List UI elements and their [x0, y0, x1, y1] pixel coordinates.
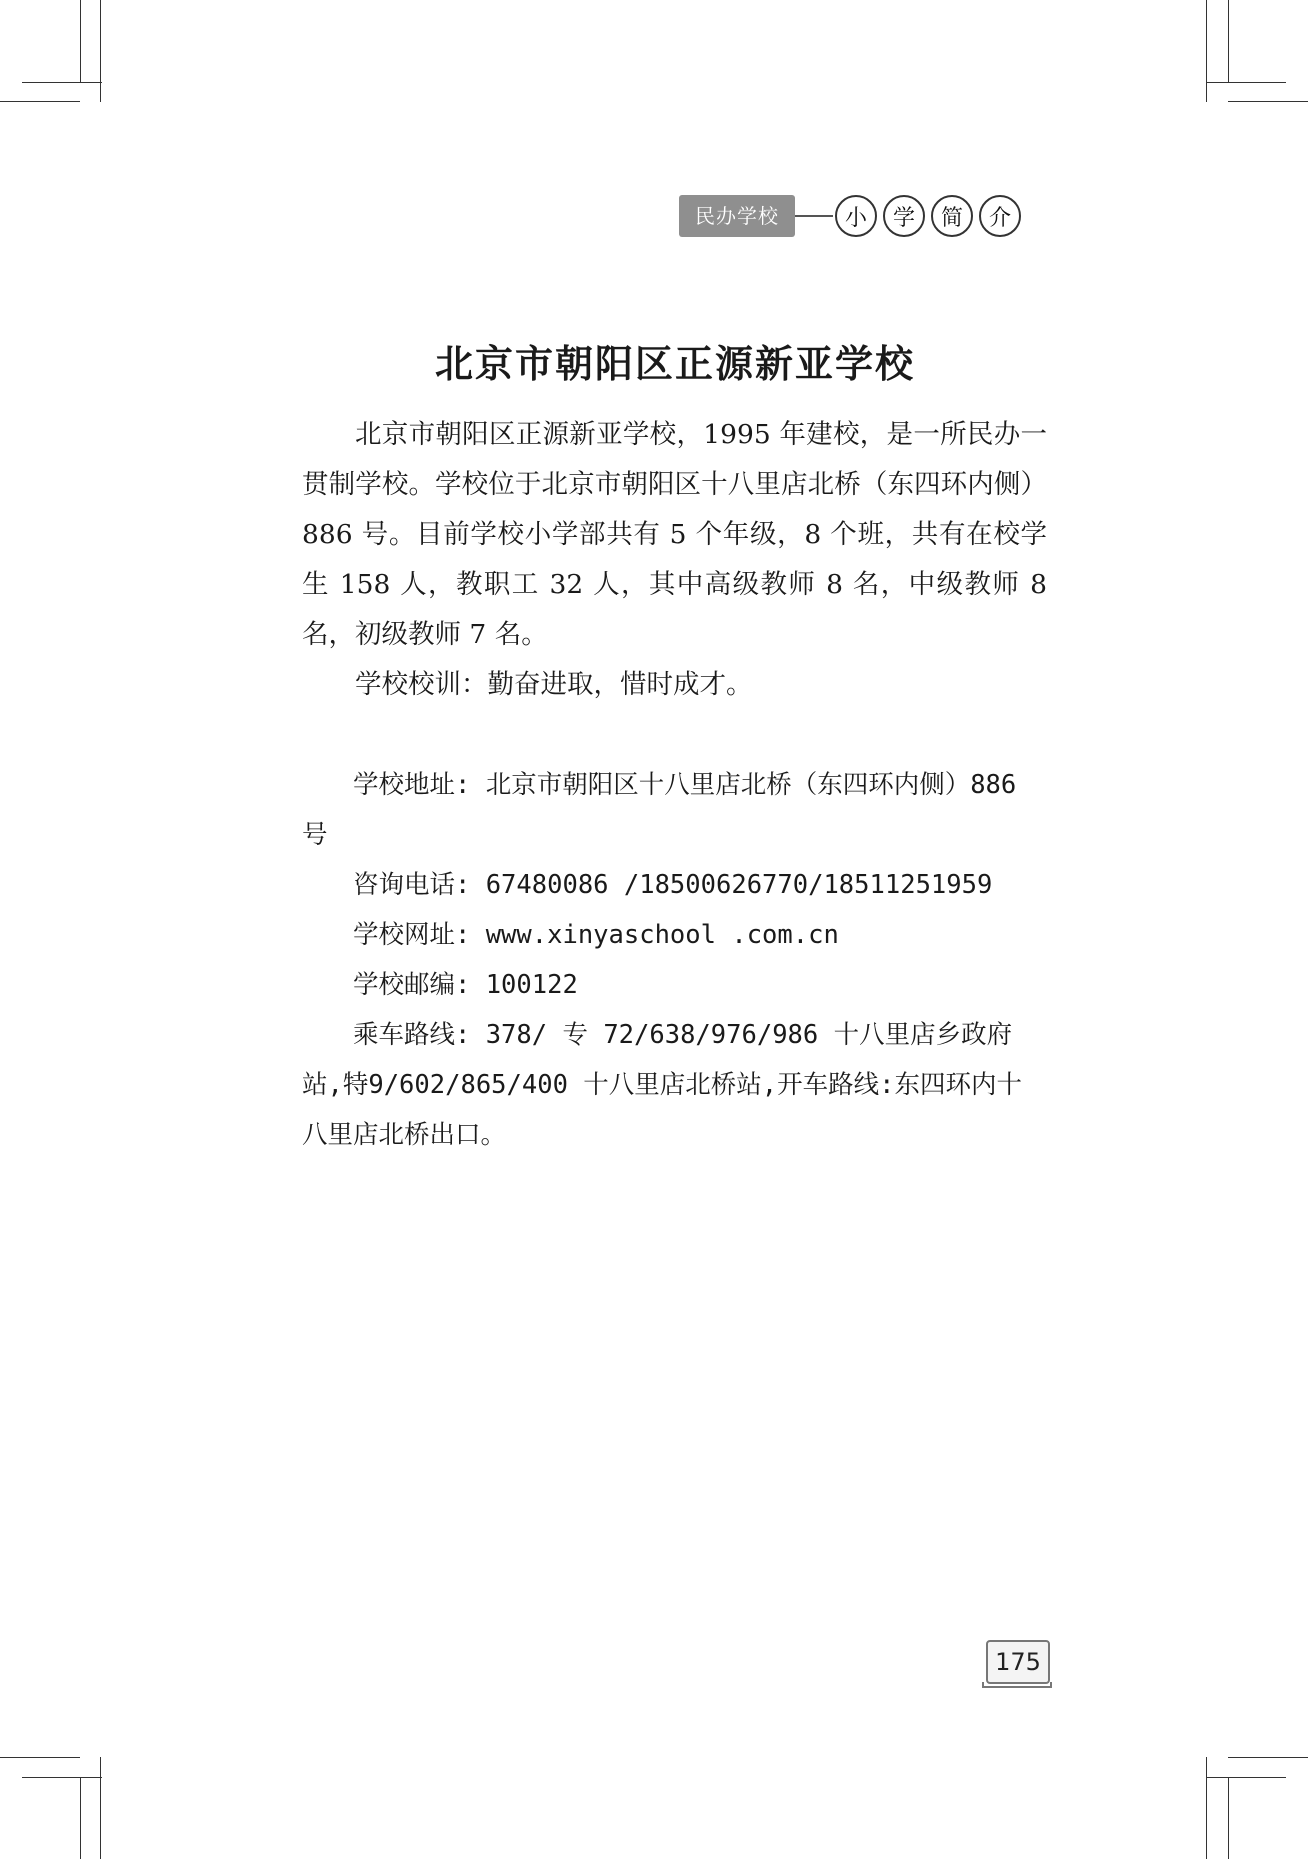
route-line: 乘车路线: 378/ 专 72/638/976/986 十八里店乡政府站,特9/602/865/400 十八里店北桥站,开车路线:东四环内十八里店北桥出口。 — [302, 1020, 1022, 1150]
crop-mark — [1228, 101, 1308, 102]
school-motto: 学校校训：勤奋进取，惜时成才。 — [355, 669, 753, 700]
circle-char: 简 — [931, 195, 973, 237]
intro-section — [302, 410, 1047, 710]
crop-mark — [22, 1777, 102, 1778]
crop-mark — [0, 101, 80, 102]
crop-mark — [1206, 0, 1207, 102]
crop-mark — [100, 1757, 101, 1859]
crop-mark — [100, 0, 101, 102]
circle-char: 小 — [835, 195, 877, 237]
contact-info — [302, 760, 1047, 1160]
section-tag: 民办学校 — [679, 195, 795, 237]
intro-paragraph: 北京市朝阳区正源新亚学校，1995 年建校，是一所民办一贯制学校。学校位于北京市朝阳区十八里店北桥（东四环内侧）886 号。目前学校小学部共有 5 个年级，8 个班，共有在校学生 158 人，教职工 32 人，其中高级教师 8 名，中级教师 8 名，初级教师 7 名。 — [302, 419, 1047, 650]
book-icon — [982, 1682, 1052, 1688]
crop-mark — [1228, 1757, 1308, 1758]
postcode-line: 学校邮编: 100122 — [353, 970, 578, 1000]
circle-char: 学 — [883, 195, 925, 237]
phone-line: 咨询电话: 67480086 /18500626770/18511251959 — [353, 870, 993, 900]
crop-mark — [1206, 1757, 1207, 1859]
header-connector-line — [795, 215, 833, 217]
page-title: 北京市朝阳区正源新亚学校 — [434, 342, 915, 386]
crop-mark — [1228, 0, 1229, 82]
page-number: 175 — [986, 1640, 1050, 1684]
crop-mark — [80, 0, 81, 82]
crop-mark — [22, 82, 102, 83]
website-line: 学校网址: www.xinyaschool .com.cn — [353, 920, 839, 950]
crop-mark — [1206, 1777, 1286, 1778]
crop-mark — [80, 1777, 81, 1859]
page-number-badge — [982, 1638, 1052, 1690]
crop-mark — [0, 1757, 80, 1758]
address-line: 学校地址: 北京市朝阳区十八里店北桥（东四环内侧）886 号 — [302, 770, 1017, 850]
running-header — [679, 194, 1021, 238]
crop-mark — [1228, 1777, 1229, 1859]
circle-char: 介 — [979, 195, 1021, 237]
crop-mark — [1206, 82, 1286, 83]
header-circle-title — [835, 195, 1021, 237]
